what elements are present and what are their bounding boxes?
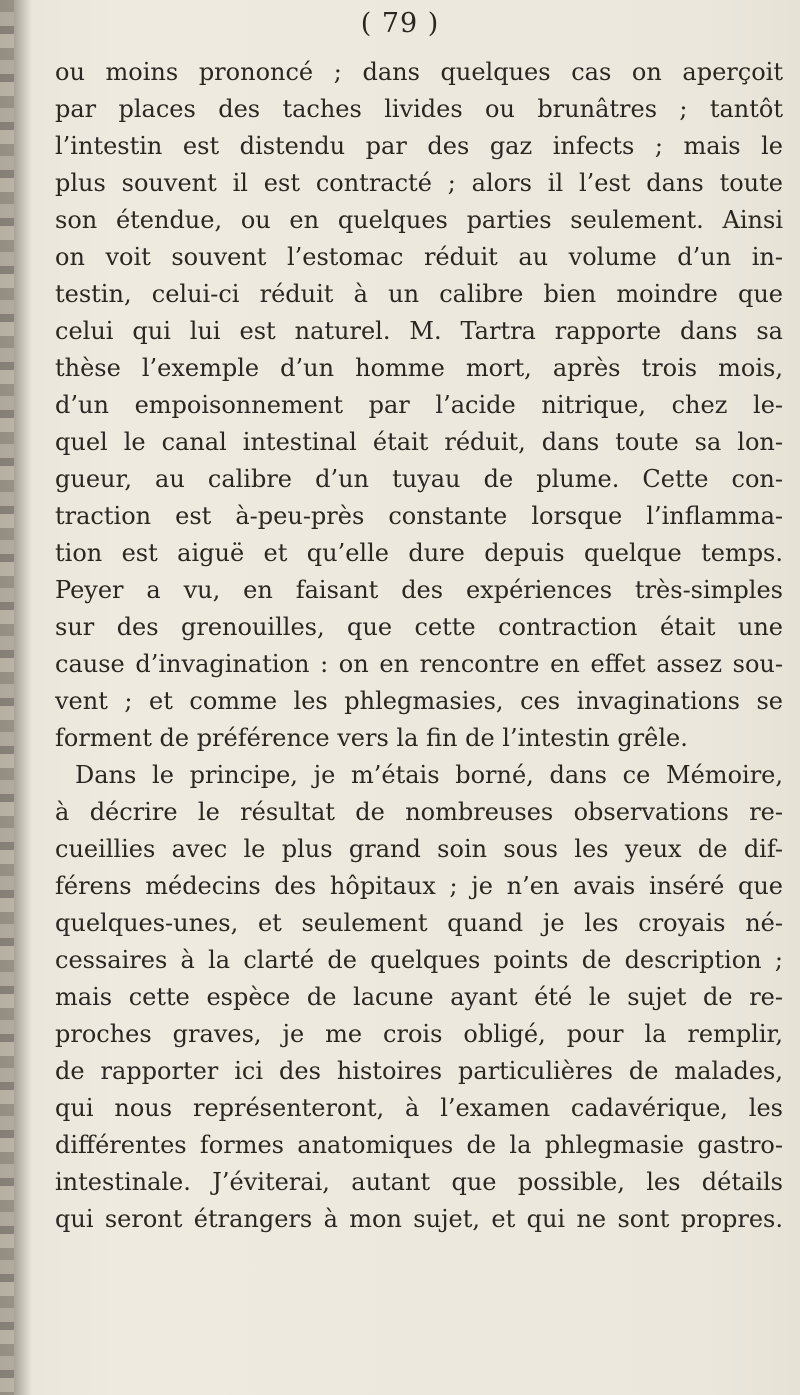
- text-line: cessaires à la clarté de quelques points de description ;: [55, 946, 783, 974]
- text-line: Peyer a vu, en faisant des expériences très-simples: [55, 576, 783, 604]
- binding-shadow: [14, 0, 32, 1395]
- text-line: à décrire le résultat de nombreuses observations re-: [55, 798, 783, 826]
- text-line: sur des grenouilles, que cette contraction était une: [55, 613, 783, 641]
- page-number: ( 79 ): [360, 8, 440, 39]
- text-line: différentes formes anatomiques de la phlegmasie gastro-: [55, 1131, 783, 1159]
- text-line: vent ; et comme les phlegmasies, ces invaginations se: [55, 687, 783, 715]
- text-line: tion est aiguë et qu’elle dure depuis quelque temps.: [55, 539, 783, 567]
- text-line: par places des taches livides ou brunâtres ; tantôt: [55, 95, 783, 123]
- text-line: cueillies avec le plus grand soin sous les yeux de dif-: [55, 835, 783, 863]
- text-line: l’intestin est distendu par des gaz infects ; mais le: [55, 132, 783, 160]
- text-line: on voit souvent l’estomac réduit au volume d’un in-: [55, 243, 783, 271]
- binding-edge: [0, 0, 14, 1395]
- text-line: celui qui lui est naturel. M. Tartra rapporte dans sa: [55, 317, 783, 345]
- text-line: gueur, au calibre d’un tuyau de plume. Cette con-: [55, 465, 783, 493]
- text-line: forment de préférence vers la fin de l’intestin grêle.: [55, 724, 688, 752]
- text-line: thèse l’exemple d’un homme mort, après trois mois,: [55, 354, 783, 382]
- text-line: mais cette espèce de lacune ayant été le sujet de re-: [55, 983, 783, 1011]
- body-text: [55, 54, 783, 1238]
- text-line: traction est à-peu-près constante lorsque l’inflamma-: [55, 502, 783, 530]
- text-line: son étendue, ou en quelques parties seulement. Ainsi: [55, 206, 783, 234]
- text-line: intestinale. J’éviterai, autant que possible, les détails: [55, 1168, 783, 1196]
- text-line: quelques-unes, et seulement quand je les croyais né-: [55, 909, 783, 937]
- text-line: quel le canal intestinal était réduit, dans toute sa lon-: [55, 428, 783, 456]
- text-line: Dans le principe, je m’étais borné, dans ce Mémoire,: [75, 761, 783, 789]
- text-line: ou moins prononcé ; dans quelques cas on aperçoit: [55, 58, 783, 86]
- text-line: testin, celui-ci réduit à un calibre bien moindre que: [55, 280, 783, 308]
- text-line: plus souvent il est contracté ; alors il l’est dans toute: [55, 169, 783, 197]
- text-line: qui nous représenteront, à l’examen cadavérique, les: [55, 1094, 783, 1122]
- text-line: proches graves, je me crois obligé, pour la remplir,: [55, 1020, 783, 1048]
- text-line: de rapporter ici des histoires particulières de malades,: [55, 1057, 783, 1085]
- text-line: cause d’invagination : on en rencontre en effet assez sou-: [55, 650, 783, 678]
- text-line: férens médecins des hôpitaux ; je n’en avais inséré que: [55, 872, 783, 900]
- text-line: d’un empoisonnement par l’acide nitrique, chez le-: [55, 391, 783, 419]
- text-line: qui seront étrangers à mon sujet, et qui ne sont propres.: [55, 1205, 783, 1233]
